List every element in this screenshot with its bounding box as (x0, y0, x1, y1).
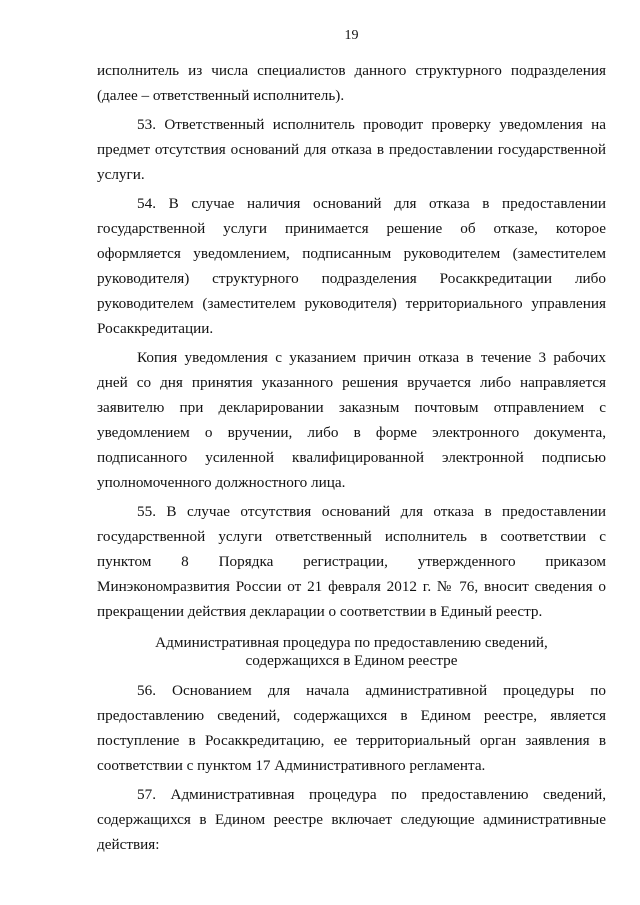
section-heading (97, 634, 606, 670)
paragraph-54: 54. В случае наличия оснований для отказа в предоставлении государственной услуги принимается решение об отказе, которое оформляется уведомлением, подписанным руководителем (заместителем руководителя) структурного подразделения Росаккредитации либо руководителем (заместителем руководителя) территориального управления Росаккредитации. (97, 195, 606, 337)
document-body (97, 58, 606, 857)
paragraph-57: 57. Административная процедура по предоставлению сведений, содержащихся в Едином реестре включает следующие административные действия: (97, 786, 606, 853)
paragraph-55: 55. В случае отсутствия оснований для отказа в предоставлении государственной услуги ответственный исполнитель в соответствии с пунктом 8 Порядка регистрации, утвержденного приказом Минэкономразвития России от 21 февраля 2012 г. № 76, вносит сведения о прекращении действия декларации о соответствии в Единый реестр. (97, 503, 606, 620)
paragraph-53: 53. Ответственный исполнитель проводит проверку уведомления на предмет отсутствия оснований для отказа в предоставлении государственной услуги. (97, 116, 606, 183)
section-heading-line-1: Административная процедура по предоставлению сведений, (155, 634, 548, 651)
paragraph-continuation: исполнитель из числа специалистов данного структурного подразделения (далее – ответственный исполнитель). (97, 62, 606, 104)
section-heading-line-2: содержащихся в Едином реестре (245, 652, 458, 669)
paragraph-56: 56. Основанием для начала административной процедуры по предоставлению сведений, содержащихся в Едином реестре, является поступление в Росаккредитацию, ее территориальный орган заявления в соответствии с пунктом 17 Административного регламента. (97, 682, 606, 774)
page-number: 19 (344, 28, 359, 43)
paragraph-54-copy-notice: Копия уведомления с указанием причин отказа в течение 3 рабочих дней со дня принятия указанного решения вручается либо направляется заявителю при декларировании заказным почтовым отправлением с уведомлением о вручении, либо в форме электронного документа, подписанного усиленной квалифицированной электронной подписью уполномоченного должностного лица. (97, 349, 606, 491)
